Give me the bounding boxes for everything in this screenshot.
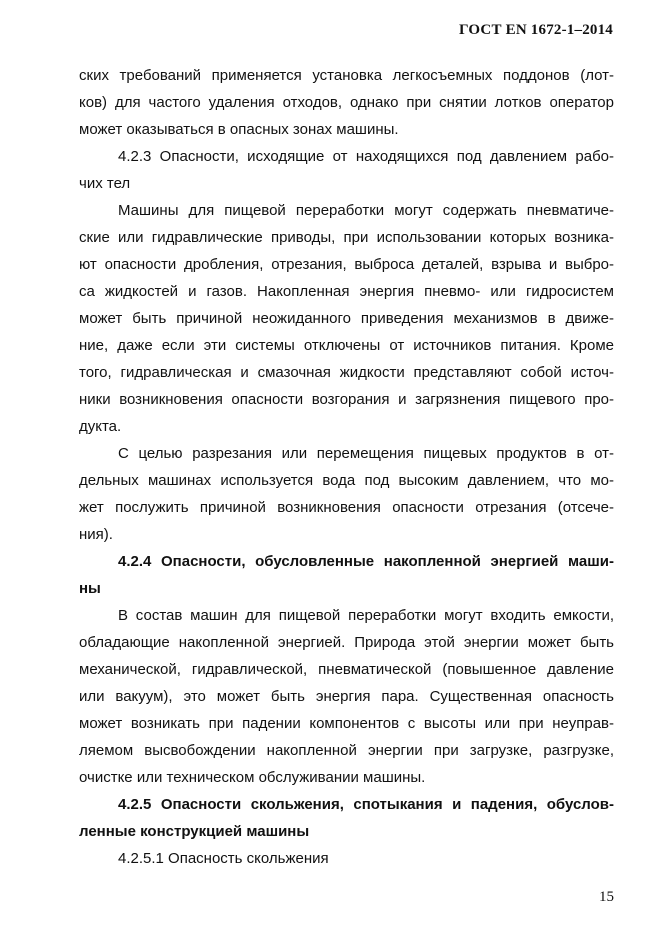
heading-line: ны (79, 580, 101, 597)
text-line: может быть причиной неожиданного приведения механизмов в движе- (79, 310, 614, 327)
section-heading-4-2-5 (79, 791, 614, 845)
paragraph-continuation (79, 62, 614, 143)
text-line: С целью разрезания или перемещения пищевых продуктов в от- (118, 445, 614, 462)
text-line: может оказываться в опасных зонах машины. (79, 121, 399, 138)
heading-line: 4.2.5.1 Опасность скольжения (118, 850, 329, 867)
text-line: ские или гидравлические приводы, при использовании которых возника- (79, 229, 614, 246)
text-line: механической, гидравлической, пневматической (повышенное давление (79, 661, 614, 678)
section-heading-4-2-4 (79, 548, 614, 602)
paragraph-high-pressure-water (79, 440, 614, 548)
page-number: 15 (599, 889, 614, 905)
text-line: ков) для частого удаления отходов, однако при снятии лотков оператор (79, 94, 614, 111)
heading-line: 4.2.4 Опасности, обусловленные накопленной энергией маши- (118, 553, 614, 570)
text-line: жет послужить причиной возникновения опасности отрезания (отсече- (79, 499, 614, 516)
text-line: ники возникновения опасности возгорания и загрязнения пищевого про- (79, 391, 614, 408)
heading-line: ленные конструкцией машины (79, 823, 310, 840)
section-heading-4-2-5-1 (79, 845, 614, 872)
text-line: ния). (79, 526, 113, 543)
text-line: ют опасности дробления, отрезания, выброса деталей, взрыва и выбро- (79, 256, 614, 273)
heading-line: чих тел (79, 175, 131, 192)
page-body (79, 62, 614, 872)
text-line: Машины для пищевой переработки могут содержать пневматиче- (118, 202, 614, 219)
heading-line: 4.2.5 Опасности скольжения, спотыкания и падения, обуслов- (118, 796, 614, 813)
heading-line: 4.2.3 Опасности, исходящие от находящихся под давлением рабо- (118, 148, 614, 165)
section-heading-4-2-3 (79, 143, 614, 197)
text-line: дукта. (79, 418, 122, 435)
text-line: В состав машин для пищевой переработки могут входить емкости, (118, 607, 614, 624)
text-line: того, гидравлическая и смазочная жидкости представляют собой источ- (79, 364, 614, 381)
paragraph-pressurized-drives (79, 197, 614, 440)
text-line: ляемом высвобождении накопленной энергии при загрузке, разгрузке, (79, 742, 614, 759)
text-line: са жидкостей и газов. Накопленная энергия пневмо- или гидросистем (79, 283, 614, 300)
text-line: обладающие накопленной энергией. Природа этой энергии может быть (79, 634, 614, 651)
paragraph-stored-energy (79, 602, 614, 791)
text-line: может возникать при падении компонентов с высоты или при неуправ- (79, 715, 614, 732)
text-line: ние, даже если эти системы отключены от источников питания. Кроме (79, 337, 614, 354)
text-line: дельных машинах используется вода под высоким давлением, что мо- (79, 472, 614, 489)
text-line: или вакуум), это может быть энергия пара. Существенная опасность (79, 688, 614, 705)
text-line: ских требований применяется установка легкосъемных поддонов (лот- (79, 67, 614, 84)
standard-designation: ГОСТ EN 1672-1–2014 (459, 22, 613, 38)
text-line: очистке или техническом обслуживании машины. (79, 769, 426, 786)
